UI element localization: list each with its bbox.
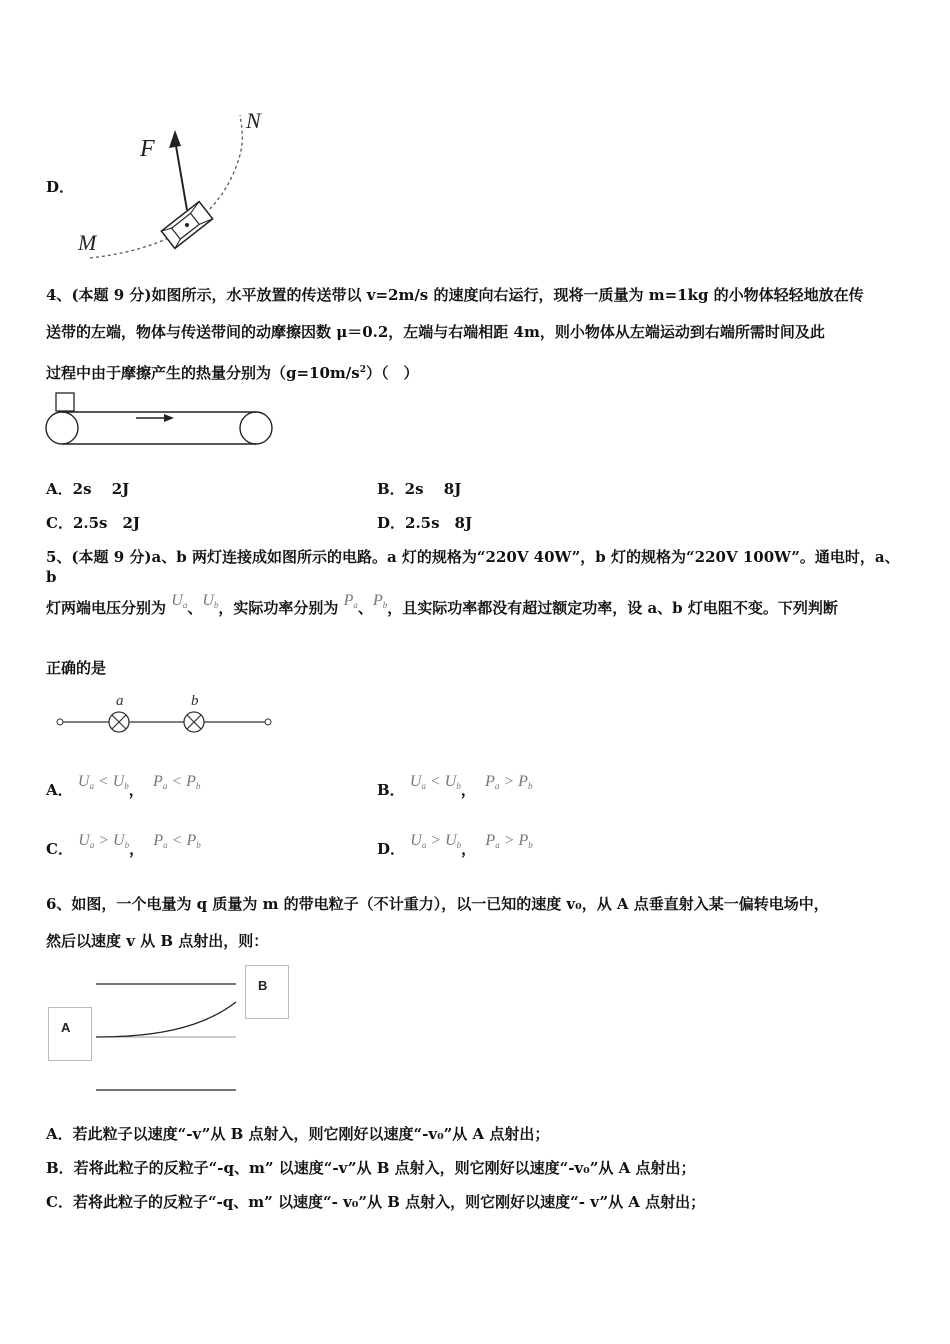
conveyor-belt-figure	[44, 390, 276, 450]
point-label-m: M	[78, 230, 97, 255]
q5-option-b[interactable]: B． $U_a < U_b$， $P_a > P_b$	[377, 773, 533, 799]
q5-option-c[interactable]: C． $U_a > U_b$， $P_a < P_b$	[46, 832, 201, 858]
q5-option-d[interactable]: D． $U_a > U_b$， $P_a > P_b$	[377, 832, 533, 858]
point-a-label: A	[61, 1020, 71, 1035]
force-label-f: F	[140, 136, 155, 162]
q4-line3: 过程中由于摩擦产生的热量分别为$(g=10m/s^2)$（ ）	[46, 364, 419, 382]
deflection-field-figure	[90, 975, 242, 1097]
q4-option-c[interactable]: C．2.5s 2J	[46, 514, 141, 532]
lamp-label-a: a	[116, 693, 124, 709]
q4-option-d[interactable]: D．2.5s 8J	[377, 514, 473, 532]
q6-option-a[interactable]: A．若此粒子以速度“-v”从 B 点射入，则它刚好以速度“-v₀”从 A 点射出；	[46, 1125, 550, 1143]
q5-line1: 5、(本题 9 分)a、b 两灯连接成如图所示的电路。a 灯的规格为“220V 40W”，b 灯的规格为“220V 100W”。通电时，a、b	[46, 548, 900, 586]
q6-option-c[interactable]: C．若将此粒子的反粒子“-q、m” 以速度“- v₀”从 B 点射入，则它刚好以速度“- v”从 A 点射出；	[46, 1193, 706, 1211]
q6-option-b[interactable]: B．若将此粒子的反粒子“-q、m” 以速度“-v”从 B 点射入，则它刚好以速度“-v₀”从 A 点射出；	[46, 1159, 696, 1177]
lamp-label-b: b	[191, 693, 199, 709]
q4-option-a[interactable]: A．2s 2J	[46, 480, 130, 498]
point-b-box	[245, 965, 289, 1019]
lamp-circuit-figure	[52, 690, 277, 740]
q6-line2: 然后以速度 v 从 B 点射出，则：	[46, 932, 269, 950]
option-d-label: D．	[46, 178, 75, 196]
point-b-label: B	[258, 978, 268, 993]
q5-option-a[interactable]: A． $U_a < U_b$， $P_a < P_b$	[46, 773, 201, 799]
q4-line2: 送带的左端，物体与传送带间的动摩擦因数 μ＝0.2，左端与右端相距 4m，则小物体从左端运动到右端所需时间及此	[46, 323, 825, 341]
curved-path-force-figure	[70, 100, 280, 270]
point-a-box	[48, 1007, 92, 1061]
q5-line3: 正确的是	[46, 659, 107, 677]
q6-line1: 6、如图，一个电量为 q 质量为 m 的带电粒子（不计重力），以一已知的速度 v₀，从 A 点垂直射入某一偏转电场中，	[46, 895, 829, 913]
q5-line2: 灯两端电压分别为 $U_a$、$U_b$，实际功率分别为 $P_a$、$P_b$，且实际功率都没有超过额定功率，设 a、b 灯电阻不变。下列判断	[46, 592, 838, 617]
q4-line1: 4、(本题 9 分)如图所示，水平放置的传送带以 v=2m/s 的速度向右运行，现将一质量为 m=1kg 的小物体轻轻地放在传	[46, 286, 864, 304]
point-label-n: N	[246, 108, 261, 133]
q4-option-b[interactable]: B．2s 8J	[377, 480, 462, 498]
